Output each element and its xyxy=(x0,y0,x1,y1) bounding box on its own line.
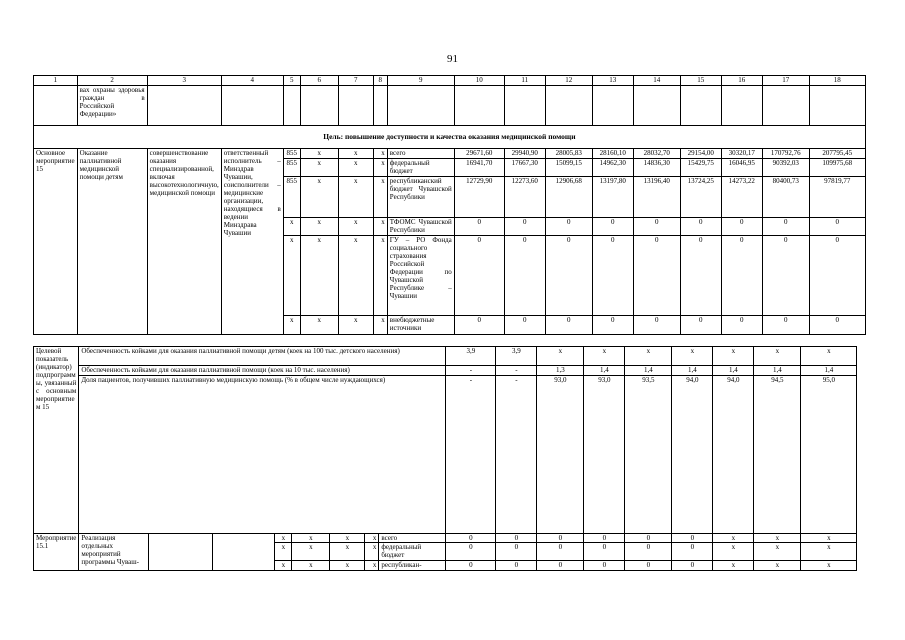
value-cell: 90392,03 xyxy=(762,159,809,177)
value-cell: 207795,45 xyxy=(809,149,865,159)
value-cell: 0 xyxy=(504,236,545,316)
code-cell: х xyxy=(283,236,300,316)
value-cell: х xyxy=(801,561,857,571)
value-cell: 0 xyxy=(721,236,762,316)
measure-executors: ответственный исполнитель – Минздрав Чувашии, соисполнители – медицинские организации, находящиеся в ведении Минздрава Чувашии xyxy=(221,149,283,335)
code-cell: х xyxy=(283,218,300,236)
value-cell: 0 xyxy=(545,218,592,236)
value-cell: 12906,68 xyxy=(545,177,592,218)
indicator-text: Доля пациентов, получивших паллиативную медицинскую помощь (% в общем числе нуждающихся) xyxy=(79,376,446,534)
value-cell: 0 xyxy=(454,236,504,316)
col-num: 17 xyxy=(762,76,809,86)
code-cell: х xyxy=(338,316,373,335)
code-cell: х xyxy=(292,534,330,543)
measure-name: Мероприятие 15.1 xyxy=(34,534,79,571)
value-cell: 28160,10 xyxy=(592,149,633,159)
value-cell: 0 xyxy=(537,543,584,561)
code-cell: х xyxy=(365,534,379,543)
value-cell: 0 xyxy=(504,316,545,335)
value-cell: 0 xyxy=(809,236,865,316)
code-cell: х xyxy=(300,316,338,335)
code-cell: х xyxy=(275,561,292,571)
value-cell: 15429,75 xyxy=(680,159,721,177)
value-cell: 28005,83 xyxy=(545,149,592,159)
code-cell: х xyxy=(275,534,292,543)
value-cell: 0 xyxy=(625,543,672,561)
value-cell: 97819,77 xyxy=(809,177,865,218)
value-cell: 93,0 xyxy=(537,376,584,534)
indicator-text: Обеспеченность койками для оказания паллиативной помощи детям (коек на 100 тыс. детского населения) xyxy=(79,347,446,366)
measure-name: Основное мероприятие 15 xyxy=(34,149,78,335)
value-cell: 0 xyxy=(592,218,633,236)
value-cell: 12729,90 xyxy=(454,177,504,218)
col-num: 2 xyxy=(77,76,147,86)
value-cell: 16046,95 xyxy=(721,159,762,177)
col-num: 16 xyxy=(721,76,762,86)
funding-source: всего xyxy=(379,534,446,543)
value-cell: 3,9 xyxy=(446,347,496,366)
value-cell: 0 xyxy=(454,316,504,335)
value-cell: х xyxy=(801,534,857,543)
value-cell: 0 xyxy=(545,236,592,316)
value-cell: 14273,22 xyxy=(721,177,762,218)
value-cell: х xyxy=(713,534,754,543)
value-cell: 0 xyxy=(537,534,584,543)
funding-source: всего xyxy=(387,149,454,159)
value-cell: х xyxy=(801,347,857,366)
measure151-row-total xyxy=(34,534,857,543)
code-cell: х xyxy=(373,236,387,316)
value-cell: 0 xyxy=(584,561,625,571)
value-cell: х xyxy=(754,534,801,543)
value-cell: 0 xyxy=(672,534,713,543)
code-cell: 855 xyxy=(283,159,300,177)
value-cell: 109975,68 xyxy=(809,159,865,177)
col-num: 7 xyxy=(338,76,373,86)
value-cell: - xyxy=(496,376,537,534)
col-num: 4 xyxy=(221,76,283,86)
code-cell: х xyxy=(365,543,379,561)
value-cell: х xyxy=(537,347,584,366)
code-cell: 855 xyxy=(283,149,300,159)
value-cell: х xyxy=(713,347,754,366)
value-cell: 0 xyxy=(496,543,537,561)
value-cell: 0 xyxy=(496,534,537,543)
code-cell: х xyxy=(292,543,330,561)
value-cell: 1,4 xyxy=(713,366,754,376)
value-cell: 0 xyxy=(537,561,584,571)
value-cell: 0 xyxy=(809,218,865,236)
code-cell: х xyxy=(365,561,379,571)
value-cell: 0 xyxy=(633,316,680,335)
value-cell: 0 xyxy=(625,534,672,543)
code-cell: х xyxy=(338,218,373,236)
value-cell: х xyxy=(584,347,625,366)
code-cell: х xyxy=(283,316,300,335)
value-cell: 80400,73 xyxy=(762,177,809,218)
code-cell: х xyxy=(300,218,338,236)
code-cell: х xyxy=(300,159,338,177)
value-cell: - xyxy=(446,376,496,534)
value-cell: 13197,80 xyxy=(592,177,633,218)
value-cell: 1,4 xyxy=(584,366,625,376)
value-cell: 0 xyxy=(592,316,633,335)
code-cell: х xyxy=(373,177,387,218)
value-cell: 12273,60 xyxy=(504,177,545,218)
col-num: 3 xyxy=(147,76,221,86)
funding-source: ГУ – РО Фонда социального страхования Российской Федерации по Чувашской Республике – Чувашии xyxy=(387,236,454,316)
indicator-table xyxy=(33,346,857,571)
goal-title: Цель: повышение доступности и качества оказания медицинской помощи xyxy=(34,126,866,149)
col-num: 10 xyxy=(454,76,504,86)
value-cell: 0 xyxy=(672,561,713,571)
value-cell: 94,5 xyxy=(754,376,801,534)
col-num: 12 xyxy=(545,76,592,86)
value-cell: 0 xyxy=(762,236,809,316)
col-num: 1 xyxy=(34,76,78,86)
value-cell: - xyxy=(496,366,537,376)
col-num: 14 xyxy=(633,76,680,86)
measure15-row-total xyxy=(34,149,866,159)
value-cell: 13724,25 xyxy=(680,177,721,218)
value-cell: х xyxy=(713,561,754,571)
code-cell: х xyxy=(338,149,373,159)
value-cell: 14836,30 xyxy=(633,159,680,177)
value-cell: х xyxy=(625,347,672,366)
value-cell: х xyxy=(754,347,801,366)
col-num: 5 xyxy=(283,76,300,86)
indicator-row xyxy=(34,376,857,534)
indicator-label: Целевой показатель (индикатор) подпрограммы, увязанный с основным мероприятием 15 xyxy=(34,347,79,534)
code-cell: х xyxy=(330,561,365,571)
funding-source: республиканский бюджет Чувашской Республики xyxy=(387,177,454,218)
code-cell: х xyxy=(330,534,365,543)
value-cell: 0 xyxy=(762,218,809,236)
continued-text: вах охраны здоровья граждан в Российской Федерации» xyxy=(77,86,147,126)
value-cell: 29671,60 xyxy=(454,149,504,159)
funding-source: внебюджетные источники xyxy=(387,316,454,335)
value-cell: 30320,17 xyxy=(721,149,762,159)
col-num: 8 xyxy=(373,76,387,86)
value-cell: 0 xyxy=(762,316,809,335)
value-cell: 29940,90 xyxy=(504,149,545,159)
value-cell: 0 xyxy=(680,218,721,236)
value-cell: 1,3 xyxy=(537,366,584,376)
code-cell: х xyxy=(300,177,338,218)
code-cell: х xyxy=(338,177,373,218)
value-cell: 95,0 xyxy=(801,376,857,534)
value-cell: 14962,30 xyxy=(592,159,633,177)
indicator-row xyxy=(34,347,857,366)
funding-source: ТФОМС Чувашской Республики xyxy=(387,218,454,236)
value-cell: 17667,30 xyxy=(504,159,545,177)
value-cell: - xyxy=(446,366,496,376)
value-cell: 0 xyxy=(496,561,537,571)
code-cell: х xyxy=(373,159,387,177)
code-cell: х xyxy=(292,561,330,571)
value-cell: 0 xyxy=(633,218,680,236)
col-num: 15 xyxy=(680,76,721,86)
code-cell: х xyxy=(338,236,373,316)
code-cell: х xyxy=(330,543,365,561)
value-cell: 93,0 xyxy=(584,376,625,534)
value-cell: 0 xyxy=(584,543,625,561)
col-num: 9 xyxy=(387,76,454,86)
col-num: 11 xyxy=(504,76,545,86)
code-cell: х xyxy=(373,218,387,236)
value-cell: 1,4 xyxy=(625,366,672,376)
measure-title: Оказание паллиативной медицинской помощи детям xyxy=(77,149,147,335)
value-cell: 94,0 xyxy=(713,376,754,534)
continuation-row xyxy=(34,86,866,126)
value-cell: х xyxy=(713,543,754,561)
value-cell: 28032,70 xyxy=(633,149,680,159)
value-cell: 13196,40 xyxy=(633,177,680,218)
value-cell: 16941,70 xyxy=(454,159,504,177)
value-cell: 0 xyxy=(809,316,865,335)
code-cell: 855 xyxy=(283,177,300,218)
value-cell: 0 xyxy=(633,236,680,316)
col-num: 6 xyxy=(300,76,338,86)
value-cell: 3,9 xyxy=(496,347,537,366)
code-cell: х xyxy=(338,159,373,177)
code-cell: х xyxy=(275,543,292,561)
value-cell: 0 xyxy=(592,236,633,316)
value-cell: х xyxy=(754,561,801,571)
value-cell: 0 xyxy=(446,561,496,571)
value-cell: 0 xyxy=(680,316,721,335)
value-cell: 0 xyxy=(625,561,672,571)
value-cell: 0 xyxy=(680,236,721,316)
funding-source: федеральный бюджет xyxy=(387,159,454,177)
goal-row xyxy=(34,126,866,149)
col-num: 18 xyxy=(809,76,865,86)
funding-source: федеральный бюджет xyxy=(379,543,446,561)
value-cell: х xyxy=(672,347,713,366)
measure-task: совершенствование оказания специализированной, включая высокотехнологичную, медицинской помощи xyxy=(147,149,221,335)
value-cell: 0 xyxy=(504,218,545,236)
value-cell: 29154,00 xyxy=(680,149,721,159)
value-cell: х xyxy=(801,543,857,561)
value-cell: 1,4 xyxy=(801,366,857,376)
value-cell: 0 xyxy=(454,218,504,236)
code-cell: х xyxy=(373,149,387,159)
value-cell: 1,4 xyxy=(754,366,801,376)
col-num: 13 xyxy=(592,76,633,86)
code-cell: х xyxy=(300,149,338,159)
funding-source: республикан- xyxy=(379,561,446,571)
value-cell: 0 xyxy=(721,316,762,335)
code-cell: х xyxy=(300,236,338,316)
program-table xyxy=(33,75,866,335)
value-cell: 0 xyxy=(446,543,496,561)
value-cell: 0 xyxy=(721,218,762,236)
value-cell: 0 xyxy=(584,534,625,543)
value-cell: 0 xyxy=(672,543,713,561)
value-cell: 0 xyxy=(545,316,592,335)
value-cell: 170792,76 xyxy=(762,149,809,159)
value-cell: х xyxy=(754,543,801,561)
indicator-row xyxy=(34,366,857,376)
code-cell: х xyxy=(373,316,387,335)
indicator-text: Обеспеченность койками для оказания паллиативной помощи (коек на 10 тыс. населения) xyxy=(79,366,446,376)
page-number: 91 xyxy=(447,53,458,65)
value-cell: 0 xyxy=(446,534,496,543)
column-number-row xyxy=(34,76,866,86)
value-cell: 93,5 xyxy=(625,376,672,534)
value-cell: 94,0 xyxy=(672,376,713,534)
value-cell: 15099,15 xyxy=(545,159,592,177)
value-cell: 1,4 xyxy=(672,366,713,376)
measure-title: Реализация отдельных мероприятий программы Чуваш- xyxy=(79,534,149,571)
